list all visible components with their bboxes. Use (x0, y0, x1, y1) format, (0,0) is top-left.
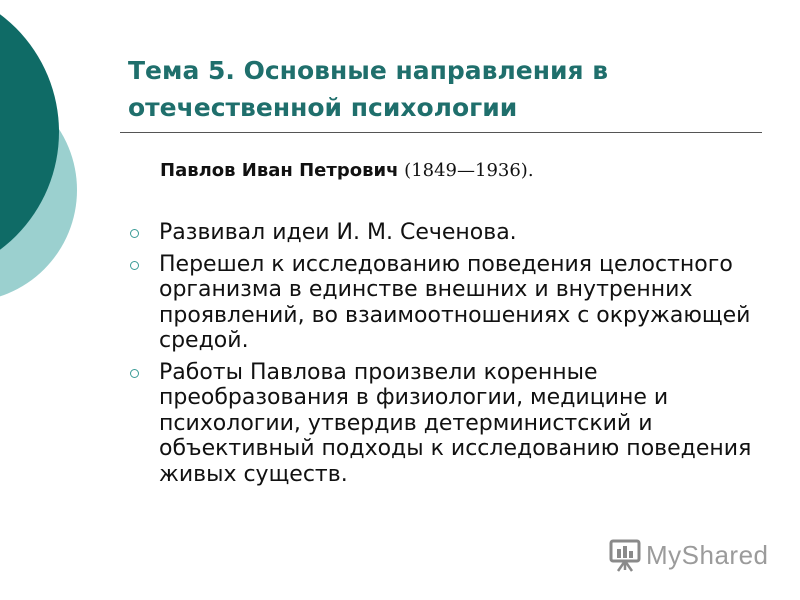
bullet-item (130, 220, 770, 246)
decorative-circles (0, 0, 90, 330)
myshared-logo[interactable] (608, 535, 769, 575)
subtitle-name: Павлов Иван Петрович (160, 160, 399, 181)
presentation-board-icon (608, 537, 642, 573)
bullet-list (130, 220, 770, 493)
circle-bullet-icon (130, 229, 139, 238)
slide-title: Тема 5. Основные направления в отечественной психологии (128, 56, 609, 122)
title-divider (120, 132, 762, 133)
circle-bullet-icon (130, 369, 139, 378)
bullet-text: Развивал идеи И. М. Сеченова. (159, 220, 517, 245)
subtitle (160, 160, 534, 181)
bullet-text: Работы Павлова произвели коренные преобразования в физиологии, медицине и психологии, утвердив детерминистский и объективный подходы к исследованию поведения живых существ. (159, 359, 752, 487)
bullet-item (130, 360, 770, 488)
circle-bullet-icon (130, 261, 139, 270)
bullet-text: Перешел к исследованию поведения целостного организма в единстве внешних и внутренних проявлений, во взаимоотношениях с окружающей средой. (159, 251, 751, 353)
subtitle-years: (1849—1936). (404, 160, 534, 181)
bullet-item (130, 252, 770, 354)
logo-text: MyShared (646, 539, 769, 570)
